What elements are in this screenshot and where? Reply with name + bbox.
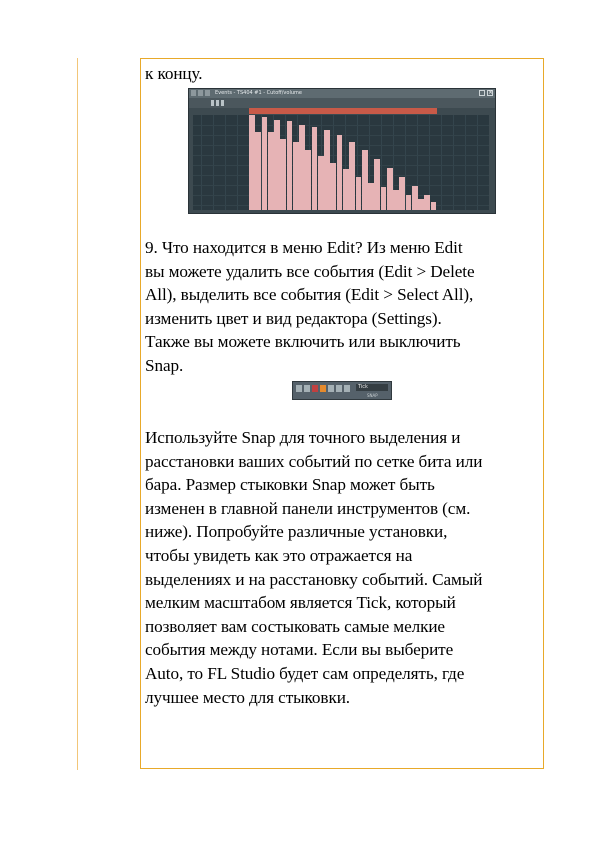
event-bar (280, 139, 286, 210)
text-line: изменить цвет и вид редактора (Settings). (145, 308, 442, 328)
window-title: Events - TS404 #1 - Cutoff/volume (215, 90, 302, 96)
text-line: лучшее место для стыковки. (145, 687, 350, 707)
event-bar (368, 183, 374, 210)
text-line: изменен в главной панели инструментов (см. (145, 498, 471, 518)
text-line: события между нотами. Если вы выберите (145, 640, 454, 660)
text-line: вы можете удалить все события (Edit > Delete (145, 261, 475, 281)
grid-line (193, 125, 489, 126)
event-bar (356, 177, 362, 210)
event-bar (312, 127, 318, 210)
toolbar-icon (304, 385, 310, 392)
text-line: Auto, то FL Studio будет сам определять, где (145, 663, 465, 683)
close-icon: × (488, 89, 494, 96)
timeline-ruler (249, 108, 437, 114)
event-bar (424, 195, 430, 210)
text-line: мелким масштабом является Tick, который (145, 593, 456, 613)
window-link-icon (205, 90, 210, 96)
minimize-icon (479, 90, 485, 96)
paragraph-10 (145, 426, 540, 709)
text-line: 9. Что находится в меню Edit? Из меню Edit (145, 238, 463, 257)
event-bar (287, 121, 293, 210)
event-bar (431, 202, 437, 210)
window-arrow-icon (198, 90, 203, 96)
magnet-icon (344, 385, 350, 392)
text-line: расстановки ваших событий по сетке бита или (145, 451, 483, 471)
window-menu-icon (191, 90, 196, 96)
toolbar-icon (328, 385, 334, 392)
event-bar (418, 199, 424, 210)
event-grid (193, 115, 489, 210)
event-bar (330, 163, 336, 210)
left-margin-rule (77, 58, 78, 770)
event-bar (305, 150, 311, 210)
event-bar (362, 150, 368, 210)
toolbar-icon (336, 385, 342, 392)
event-bar (399, 177, 405, 210)
text-line: Также вы можете включить или выключить (145, 332, 461, 352)
event-bar (374, 159, 380, 210)
event-bar (387, 168, 393, 210)
text-line: бара. Размер стыковки Snap может быть (145, 475, 435, 495)
toolbar-slider-icon (221, 100, 224, 106)
text-line: выделениях и на расстановку событий. Самый (145, 569, 483, 589)
toolbar-icon (320, 385, 326, 392)
event-bar (262, 117, 268, 210)
toolbar-icon (312, 385, 318, 392)
event-bar (412, 186, 418, 210)
intro-text: к концу. (145, 64, 203, 83)
event-bar (324, 130, 330, 210)
event-bar (299, 125, 305, 210)
text-line: чтобы увидеть как это отражается на (145, 545, 413, 565)
toolbar-slider-icon (216, 100, 219, 106)
event-bar (268, 132, 274, 210)
text-line: Snap. (145, 355, 184, 375)
toolbar-slider-icon (211, 100, 214, 106)
event-bar (293, 142, 299, 210)
event-editor-screenshot (188, 88, 496, 214)
editor-toolbar (189, 98, 495, 108)
window-titlebar (189, 89, 495, 98)
text-line: All), выделить все события (Edit > Select All), (145, 285, 474, 305)
snap-selector: Tick (356, 384, 388, 391)
snap-caption: SNAP (367, 393, 378, 398)
event-bar (318, 156, 324, 210)
text-line: Используйте Snap для точного выделения и (145, 428, 461, 447)
toolbar-icon (296, 385, 302, 392)
event-bar (337, 135, 343, 210)
event-bar (255, 132, 261, 210)
paragraph-9 (145, 236, 540, 378)
event-bar (249, 115, 255, 210)
snap-toolbar-screenshot (292, 381, 392, 400)
event-bar (274, 120, 280, 210)
text-line: ниже). Попробуйте различные установки, (145, 522, 448, 542)
event-bar (393, 190, 399, 210)
text-line: позволяет вам состыковать самые мелкие (145, 616, 445, 636)
event-bar (343, 169, 349, 210)
event-bar (406, 195, 412, 210)
event-bar (381, 187, 387, 210)
event-bar (349, 142, 355, 210)
